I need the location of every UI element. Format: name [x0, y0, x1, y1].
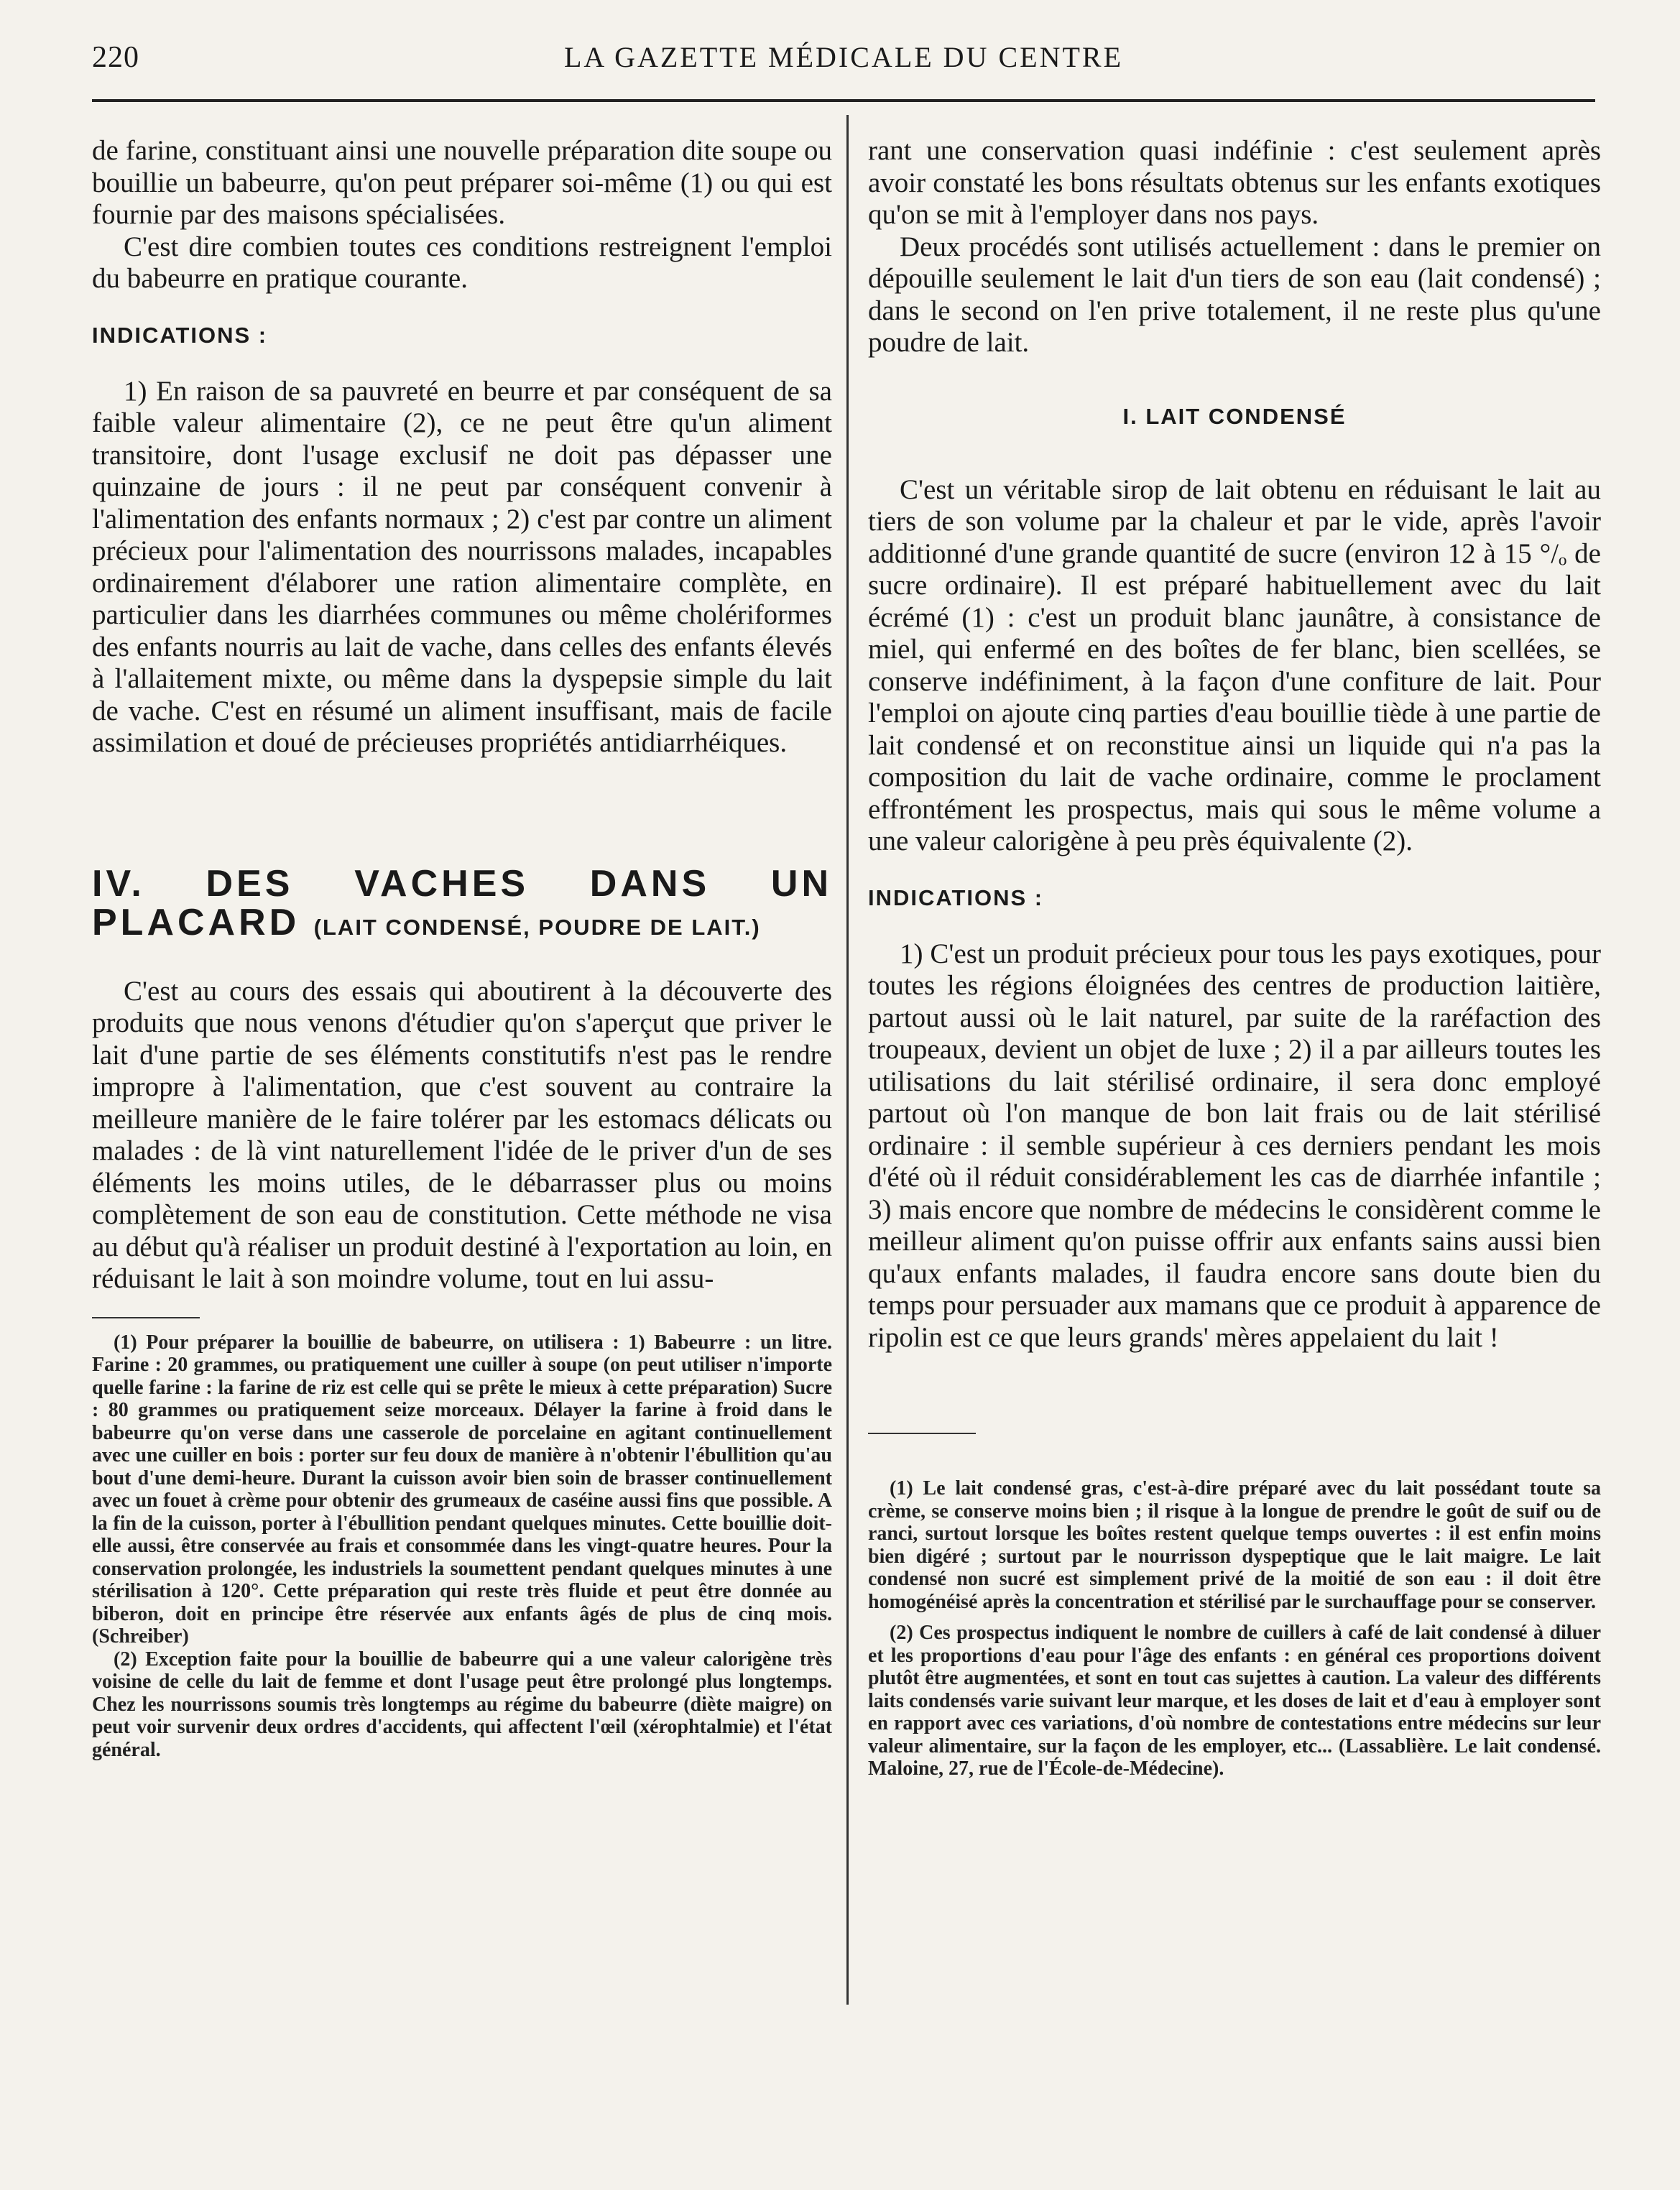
page-header	[92, 40, 1595, 78]
indications-heading: INDICATIONS :	[92, 322, 268, 348]
paragraph: de farine, constituant ainsi une nouvelle préparation dite soupe ou bouillie un babeurre, qu'on peut préparer soi-même (1) ou qui est fournie par des maisons spécialisées.	[92, 135, 832, 230]
left-column	[92, 135, 832, 1761]
column-divider	[846, 115, 849, 2005]
journal-title: LA GAZETTE MÉDICALE DU CENTRE	[563, 41, 1123, 73]
page-number: 220	[92, 41, 139, 74]
footnote: (2) Exception faite pour la bouillie de babeurre qui a une valeur calorigène très voisine de celle du lait de femme et dont l'usage peut être prolongé plus longtemps. Chez les nourrissons soumis très longtemps au régime du babeurre (diète maigre) on peut voir survenir deux ordres d'accidents, qui affectent l'œil (xérophtalmie) et l'état général.	[92, 1648, 832, 1761]
section-title-sub: (LAIT CONDENSÉ, POUDRE DE LAIT.)	[313, 914, 761, 940]
paragraph: C'est dire combien toutes ces conditions restreignent l'emploi du babeurre en pratique courante.	[92, 231, 832, 294]
paragraph: Deux procédés sont utilisés actuellement : dans le premier on dépouille seulement le lait d'un tiers de son eau (lait condensé) ; dans le second on l'en prive totalement, il ne reste plus qu'une poudre de lait.	[868, 231, 1601, 358]
section-title-main: IV. DES VACHES DANS UN PLACARD	[92, 862, 832, 943]
footnote: (2) Ces prospectus indiquent le nombre de cuillers à café de lait condensé à diluer et les proportions d'eau pour l'âge des enfants : en général ces proportions doivent plutôt être augmentées, et sont en tout cas sujettes à caution. La valeur des différents laits condensés varie suivant leur marque, et les doses de lait et d'eau à employer sont en rapport avec ces variations, d'où nombre de contestations entre médecins sur leur valeur alimentaire, sur la façon de les employer, etc... (Lassablière. Le lait condensé. Maloine, 27, rue de l'École-de-Médecine).	[868, 1622, 1601, 1780]
section-title	[92, 864, 832, 947]
paragraph: C'est au cours des essais qui aboutirent à la découverte des produits que nous venons d'étudier qu'on s'aperçut que priver le lait d'une partie de ses éléments constitutifs n'est pas le rendre impropre à l'alimentation, que c'est souvent au contraire la meilleure manière de le faire tolérer par les estomacs délicats ou malades : de là vint naturellement l'idée de le priver d'un de ses éléments les moins utiles, de le débarrasser plus ou moins complètement de son eau de constitution. Cette méthode ne visa au début qu'à réaliser un produit destiné à l'exportation au loin, en réduisant le lait à son moindre volume, tout en lui assu-	[92, 975, 832, 1294]
right-column	[868, 135, 1601, 1780]
subsection-title: I. LAIT CONDENSÉ	[1122, 403, 1347, 429]
footnote: (1) Le lait condensé gras, c'est-à-dire préparé avec du lait possédant toute sa crème, se conserve moins bien ; il risque à la longue de prendre le goût de suif ou de ranci, surtout lorsque les boîtes restent quelque temps ouvertes : il est enfin moins bien digéré ; surtout par le nourrisson dyspeptique que le lait maigre. Le lait condensé non sucré est simplement privé de la moitié de son eau : il doit être homogénéisé après la concentration et stérilisé par le surchauffage pour se conserver.	[868, 1477, 1601, 1613]
header-rule	[92, 99, 1595, 102]
indications-heading: INDICATIONS :	[868, 884, 1044, 910]
paragraph: C'est un véritable sirop de lait obtenu en réduisant le lait au tiers de son volume par la chaleur et par le vide, après l'avoir additionné d'une grande quantité de sucre (environ 12 à 15 °/ₒ de sucre ordinaire). Il est préparé habituellement avec du lait écrémé (1) : c'est un produit blanc jaunâtre, à consistance de miel, qui enfermé en des boîtes de fer blanc, bien scellées, se conserve indéfiniment, à la façon d'une confiture de lait. Pour l'emploi on ajoute cinq parties d'eau bouillie tiède à une partie de lait condensé et on reconstitue ainsi un liquide qui n'a pas la composition du lait de vache ordinaire, comme le proclament effrontément les prospectus, mais qui sous le même volume a une valeur calorigène à peu près équivalente (2).	[868, 473, 1601, 856]
paragraph: 1) En raison de sa pauvreté en beurre et par conséquent de sa faible valeur alimentaire (2), ce ne peut être qu'un aliment transitoire, dont l'usage exclusif ne doit pas dépasser une quinzaine de jours : il ne peut par conséquent convenir à l'alimentation des enfants normaux ; 2) c'est par contre un aliment précieux pour l'alimentation des nourrissons malades, incapables ordinairement d'élaborer une ration alimentaire complète, en particulier dans les diarrhées communes ou même cholériformes des enfants nourris au lait de vache, dans celles des enfants élevés à l'allaitement mixte, ou même dans la dyspepsie simple du lait de vache. C'est en résumé un aliment insuffisant, mais de facile assimilation et doué de précieuses propriétés antidiarrhéiques.	[92, 375, 832, 758]
paragraph: 1) C'est un produit précieux pour tous les pays exotiques, pour toutes les régions éloignées des centres de production laitière, partout aussi où le lait naturel, par suite de la raréfaction des troupeaux, devient un objet de luxe ; 2) il a par ailleurs toutes les utilisations du lait stérilisé ordinaire, il sera donc employé partout où l'on manque de bon lait frais ou de lait stérilisé ordinaire : il semble supérieur à ces derniers pendant les mois d'été où il réduit considérablement les cas de diarrhée infantile ; 3) mais encore que nombre de médecins le considèrent comme le meilleur aliment qu'on puisse offrir aux enfants sains aussi bien qu'aux enfants malades, il faudra encore sans doute bien du temps pour persuader aux mamans que ce produit à apparence de ripolin est ce que leurs grands' mères appelaient du lait !	[868, 938, 1601, 1353]
footnote: (1) Pour préparer la bouillie de babeurre, on utilisera : 1) Babeurre : un litre. Farine : 20 grammes, ou pratiquement une cuiller à soupe (on peut utiliser n'importe quelle farine : la farine de riz est celle qui se prête le mieux à cette préparation) Sucre : 80 grammes ou pratiquement seize morceaux. Délayer la farine à froid dans le babeurre qu'on verse dans une casserole de porcelaine en agitant continuellement avec une cuiller en bois : porter sur feu doux de manière à n'obtenir l'ébullition qu'au bout d'une demi-heure. Durant la cuisson avoir bien soin de brasser continuellement avec un fouet à crème pour obtenir des grumeaux de caséine aussi fins que possible. A la fin de la cuisson, porter à l'ébullition pendant quelques minutes. Cette bouillie doit-elle aussi, être conservée au frais et consommée dans les vingt-quatre heures. Pour la conservation prolongée, les industriels la soumettent pendant quelques minutes à une stérilisation à 120°. Cette préparation qui reste très fluide et peut être donnée au biberon, doit en principe être réservée aux enfants âgés de plus de cinq mois. (Schreiber)	[92, 1331, 832, 1648]
paragraph: rant une conservation quasi indéfinie : c'est seulement après avoir constaté les bons résultats obtenus sur les enfants exotiques qu'on se mit à l'employer dans nos pays.	[868, 135, 1601, 230]
